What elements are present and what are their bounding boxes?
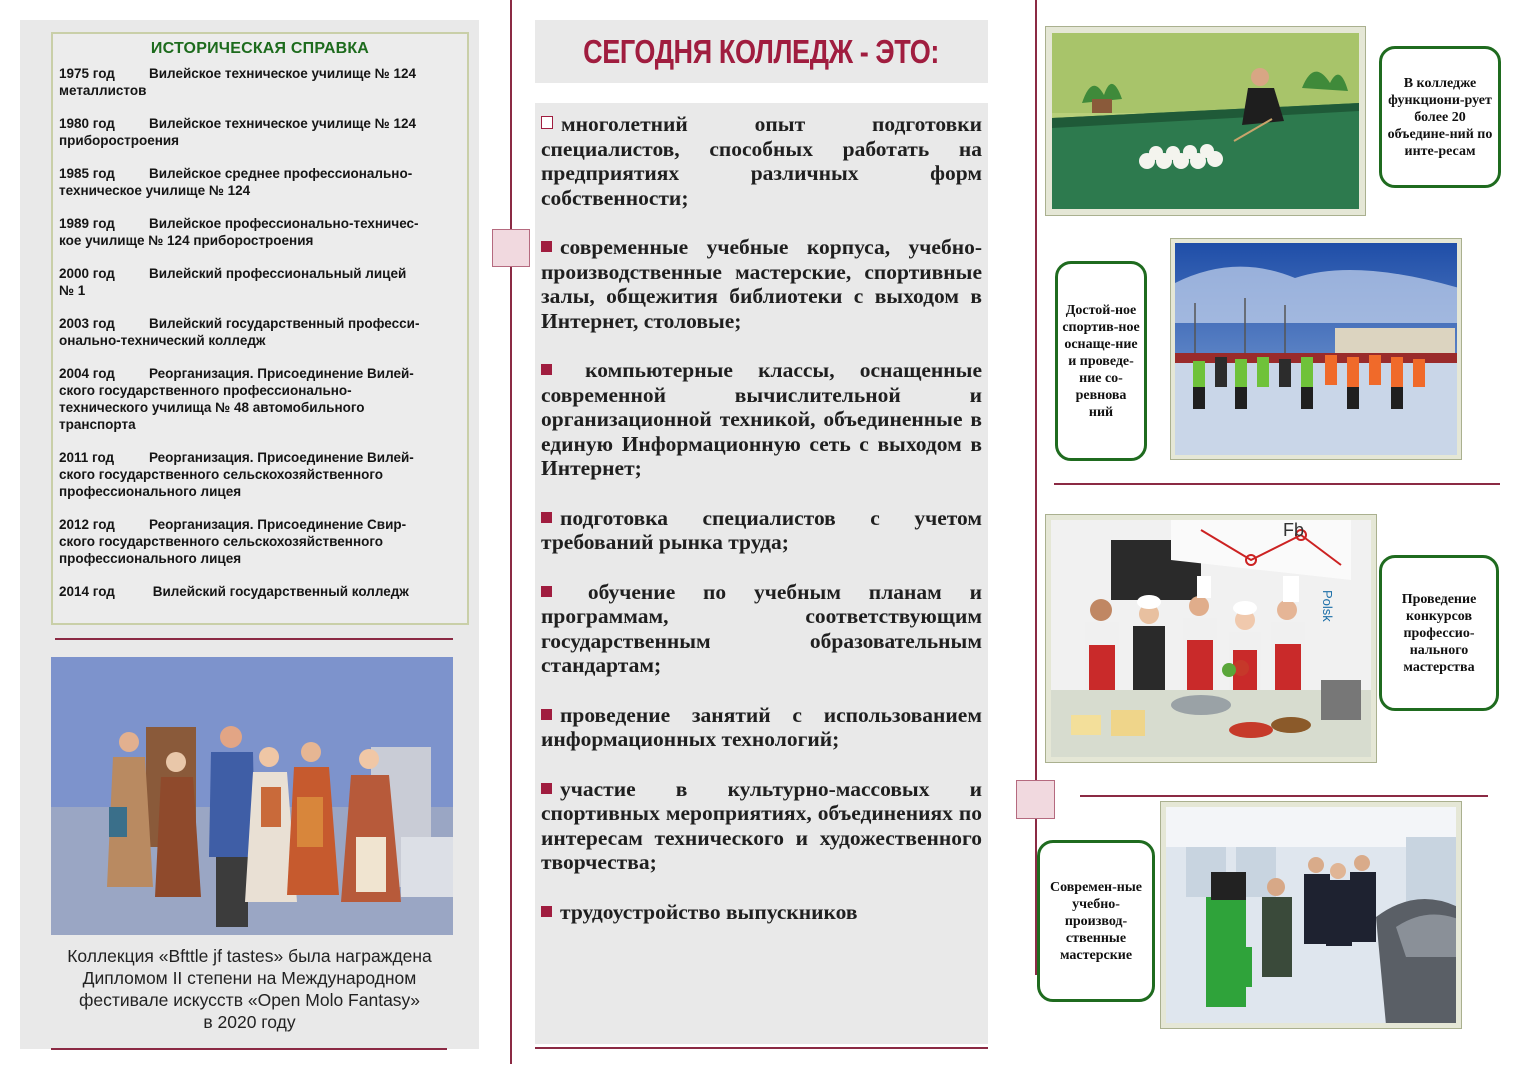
note-clubs: В колледже функциони-рует более 20 объедине-ний по инте-ресам <box>1379 46 1501 188</box>
history-year: 2004 год <box>59 366 115 381</box>
center-header <box>535 20 988 83</box>
history-text-continuation: ского государственного сельскохозяйственного профессионального лицея <box>59 467 384 499</box>
history-text-continuation: ского государственного профессионально- технического училища № 48 автомобильного транспорта <box>59 383 365 432</box>
history-text: Вилейское профессионально-техничес- <box>149 216 419 231</box>
history-year: 2014 год <box>59 584 115 599</box>
bullet-item <box>541 235 982 333</box>
history-year: 2000 год <box>59 266 115 281</box>
history-item <box>59 265 461 299</box>
workshop-photo-frame <box>1160 801 1462 1029</box>
bullet-text: многолетний опыт подготовки специалистов, способных работать на предприятиях различных форм собственности; <box>541 112 982 210</box>
contest-photo-frame <box>1045 514 1377 763</box>
hockey-photo <box>1175 243 1457 455</box>
history-year: 2011 год <box>59 450 115 465</box>
history-item <box>59 115 461 149</box>
bullet-item <box>541 580 982 678</box>
billiards-photo-frame <box>1045 26 1366 216</box>
decor-square <box>1016 780 1055 819</box>
photo-caption <box>28 945 471 1033</box>
history-item <box>59 365 461 433</box>
history-text-continuation: № 1 <box>59 283 86 298</box>
bullet-item <box>541 358 982 481</box>
history-list <box>59 65 461 600</box>
bullet-square-icon <box>541 512 552 523</box>
note-workshops: Современ-ные учебно-производ-ственные мастерские <box>1037 840 1155 1002</box>
history-text-continuation: кое училище № 124 приборостроения <box>59 233 314 248</box>
bullet-square-icon <box>541 586 552 597</box>
bullet-text: проведение занятий с использованием информационных технологий; <box>541 702 982 751</box>
history-text: Вилейский государственный колледж <box>149 584 409 599</box>
decor-square <box>492 229 530 267</box>
divider <box>1054 483 1500 485</box>
bullet-text: участие в культурно-массовых и спортивных мероприятиях, объединениях по интересам технического и художественного творчества; <box>541 776 982 874</box>
bullet-square-icon <box>541 709 552 720</box>
note-sports: Достой-ное спортив-ное оснаще-ние и проведе-ние со-ревнова ний <box>1055 261 1147 461</box>
history-text-continuation: ского государственного сельскохозяйственного профессионального лицея <box>59 534 384 566</box>
history-item <box>59 215 461 249</box>
caption-line: фестивале искусств «Open Molo Fantasy» <box>78 990 421 1010</box>
bullet-square-icon <box>541 783 552 794</box>
divider <box>535 1047 988 1049</box>
history-text: Вилейское среднее профессионально- <box>149 166 413 181</box>
bullet-list <box>541 112 982 924</box>
note-contests: Проведение конкурсов профессио-нального мастерства <box>1379 555 1499 711</box>
caption-line: Коллекция «Bfttle jf tastes» была награждена <box>67 946 432 966</box>
fashion-collection-photo <box>51 657 453 935</box>
bullet-square-icon <box>541 364 552 375</box>
contest-photo <box>1051 520 1371 757</box>
history-title: ИСТОРИЧЕСКАЯ СПРАВКА <box>150 40 370 57</box>
bullet-item <box>541 777 982 875</box>
history-item <box>59 315 461 349</box>
history-item <box>59 449 461 500</box>
history-item <box>59 65 461 99</box>
bullet-item <box>541 900 982 925</box>
hockey-photo-frame <box>1170 238 1462 460</box>
booth-sign: Fb <box>1283 520 1305 540</box>
history-text: Реорганизация. Присоединение Вилей- <box>149 450 414 465</box>
caption-line: Дипломом II степени на Международном <box>82 968 417 988</box>
bullet-item <box>541 112 982 210</box>
bullet-text: обучение по учебным планам и программам, соответствующим государственным образовательным стандартам; <box>541 579 982 677</box>
billiards-photo <box>1052 33 1359 209</box>
history-text: Реорганизация. Присоединение Вилей- <box>149 366 414 381</box>
history-item <box>59 516 461 567</box>
page-title: СЕГОДНЯ КОЛЛЕДЖ - ЭТО: <box>583 32 940 70</box>
divider <box>55 638 453 640</box>
bullet-item <box>541 703 982 752</box>
history-year: 2003 год <box>59 316 115 331</box>
vertical-divider <box>1035 0 1037 975</box>
bullet-item <box>541 506 982 555</box>
left-panel <box>20 20 479 1049</box>
history-year: 2012 год <box>59 517 115 532</box>
history-text: Вилейский государственный професси- <box>149 316 420 331</box>
bullet-text: подготовка специалистов с учетом требований рынка труда; <box>541 505 982 554</box>
history-year: 1989 год <box>59 216 115 231</box>
bullet-square-icon <box>541 241 552 252</box>
history-text: Реорганизация. Присоединение Свир- <box>149 517 407 532</box>
workshop-photo <box>1166 807 1456 1023</box>
bullet-square-icon <box>541 906 552 917</box>
bullet-square-icon <box>541 116 553 129</box>
history-year: 1980 год <box>59 116 115 131</box>
history-text-continuation: онально-технический колледж <box>59 333 266 348</box>
history-text: Вилейское техническое училище № 124 <box>149 66 417 81</box>
divider <box>1080 795 1488 797</box>
history-text-continuation: техническое училище № 124 <box>59 183 251 198</box>
history-text-continuation: приборостроения <box>59 133 180 148</box>
history-text: Вилейское техническое училище № 124 <box>149 116 417 131</box>
center-body <box>535 103 988 1044</box>
history-text: Вилейский профессиональный лицей <box>149 266 407 281</box>
history-item <box>59 165 461 199</box>
bullet-text: современные учебные корпуса, учебно-производственные мастерские, спортивные залы, общежития библиотеки с выходом в Интернет, столовые; <box>541 235 982 333</box>
history-text-continuation: металлистов <box>59 83 147 98</box>
bullet-text: компьютерные классы, оснащенные современной вычислительной и организационной техникой, объединенные в единую Информационную сеть с выходом в Интернет; <box>541 358 982 480</box>
history-box <box>51 32 469 625</box>
booth-side-text: Polsk <box>1320 590 1335 622</box>
caption-line: в 2020 году <box>203 1012 296 1032</box>
vertical-divider <box>510 0 512 1064</box>
bullet-text: трудоустройство выпускников <box>560 899 858 924</box>
history-year: 1985 год <box>59 166 115 181</box>
history-year: 1975 год <box>59 66 115 81</box>
divider <box>51 1048 447 1050</box>
history-item <box>59 583 461 600</box>
